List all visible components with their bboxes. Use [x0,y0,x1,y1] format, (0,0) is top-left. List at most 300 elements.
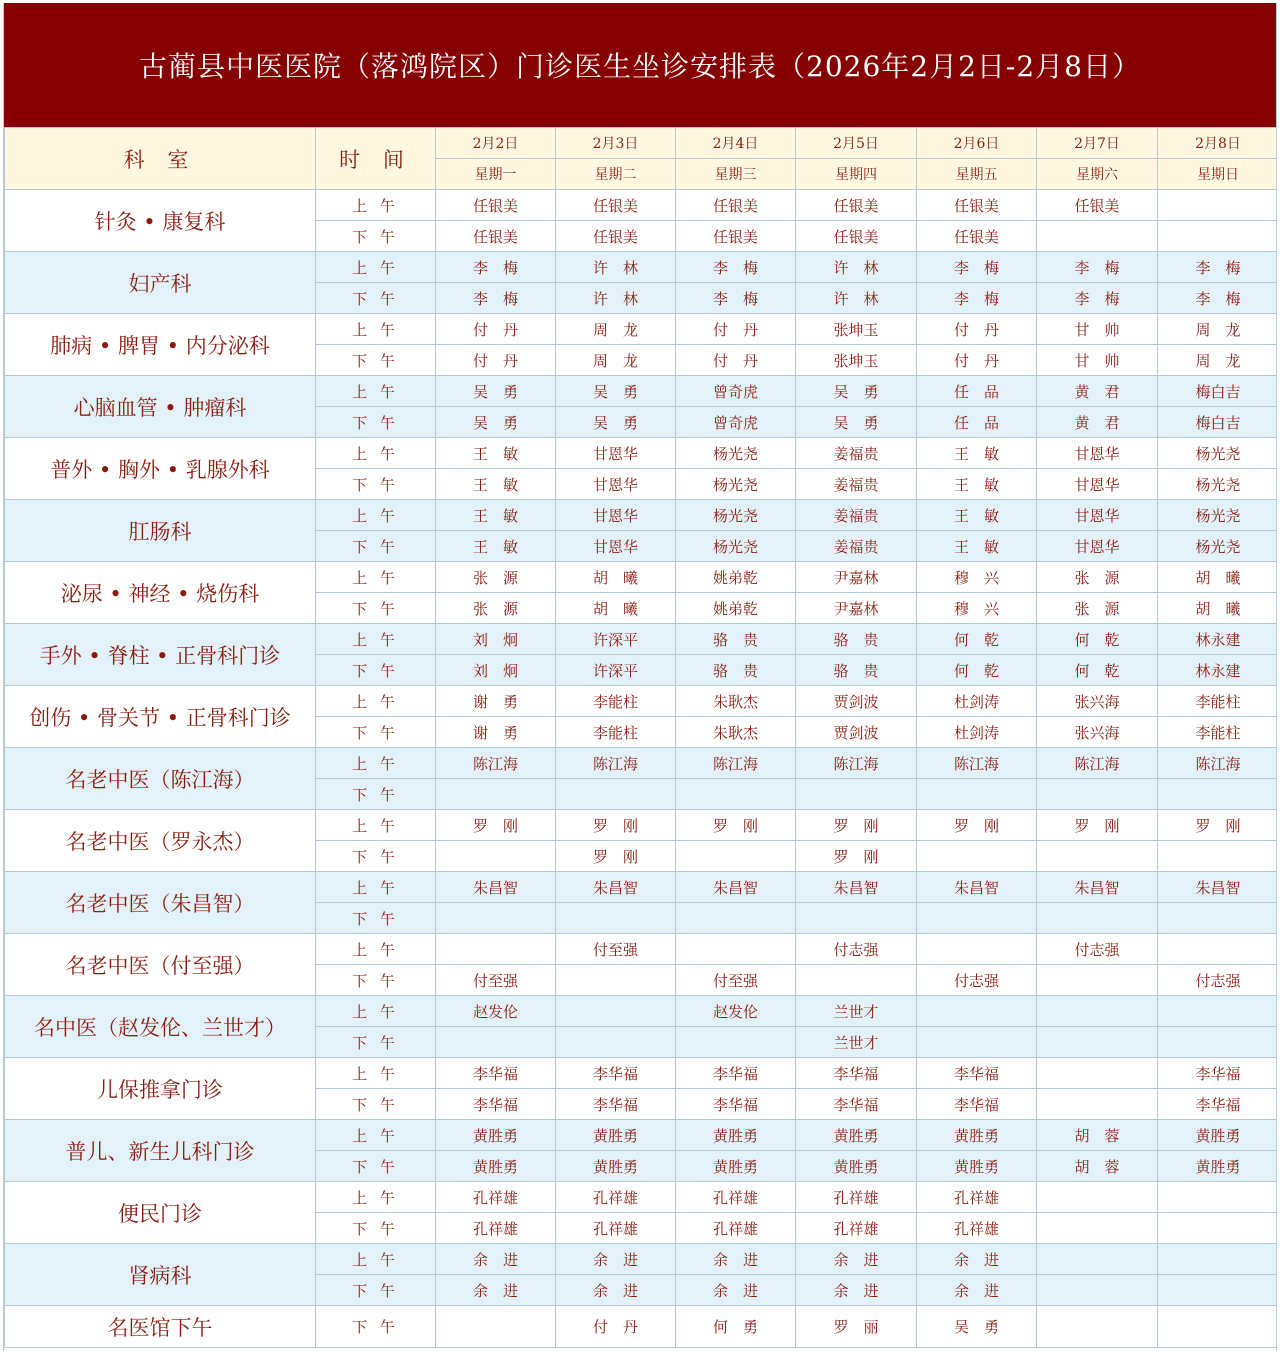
doctor-cell: 付 丹 [556,1306,676,1348]
session-time: 上 午 [316,1244,436,1275]
doctor-cell: 吴 勇 [436,407,556,438]
department-name: 名老中医（罗永杰） [5,810,316,872]
doctor-cell: 付至强 [676,965,796,996]
doctor-cell: 付 丹 [436,345,556,376]
doctor-cell: 任银美 [917,190,1037,221]
doctor-cell: 李华福 [796,1089,917,1120]
doctor-cell: 甘恩华 [556,469,676,500]
doctor-cell: 罗 刚 [917,810,1037,841]
doctor-cell: 黄胜勇 [796,1120,917,1151]
schedule-table [4,127,1277,1348]
doctor-cell: 付 丹 [917,314,1037,345]
session-time: 上 午 [316,314,436,345]
header-weekday: 星期日 [1158,159,1278,190]
doctor-cell [1037,1182,1158,1213]
doctor-cell [556,903,676,934]
header-weekday: 星期一 [436,159,556,190]
doctor-cell: 王 敏 [917,500,1037,531]
doctor-cell: 尹嘉林 [796,593,917,624]
doctor-cell: 姜福贵 [796,531,917,562]
session-time: 下 午 [316,965,436,996]
doctor-cell: 黄胜勇 [917,1120,1037,1151]
header-date: 2月3日 [556,128,676,159]
doctor-cell [1037,221,1158,252]
department-name: 肾病科 [5,1244,316,1306]
doctor-cell: 付 丹 [917,345,1037,376]
department-name: 名医馆下午 [5,1306,316,1348]
doctor-cell: 罗 丽 [796,1306,917,1348]
doctor-cell: 付 丹 [676,345,796,376]
doctor-cell: 朱昌智 [556,872,676,903]
doctor-cell: 何 勇 [676,1306,796,1348]
doctor-cell: 贾剑波 [796,686,917,717]
doctor-cell: 任银美 [1037,190,1158,221]
session-time: 上 午 [316,438,436,469]
session-time: 下 午 [316,221,436,252]
doctor-cell: 李华福 [1158,1089,1278,1120]
doctor-cell: 穆 兴 [917,593,1037,624]
session-time: 上 午 [316,562,436,593]
session-time: 上 午 [316,872,436,903]
doctor-cell: 姜福贵 [796,469,917,500]
doctor-cell: 吴 勇 [796,407,917,438]
department-name: 名老中医（朱昌智） [5,872,316,934]
doctor-cell: 黄胜勇 [1158,1120,1278,1151]
doctor-cell [1037,1089,1158,1120]
doctor-cell: 甘恩华 [1037,438,1158,469]
doctor-cell [1158,934,1278,965]
doctor-cell: 李华福 [796,1058,917,1089]
doctor-cell: 黄胜勇 [676,1120,796,1151]
doctor-cell: 余 进 [676,1244,796,1275]
session-time: 上 午 [316,996,436,1027]
schedule-row [5,934,1278,965]
doctor-cell: 李 梅 [1037,252,1158,283]
doctor-cell [1158,1182,1278,1213]
doctor-cell: 孔祥雄 [676,1213,796,1244]
doctor-cell [1037,1213,1158,1244]
doctor-cell [1037,965,1158,996]
doctor-cell: 张 源 [436,593,556,624]
doctor-cell: 付 丹 [436,314,556,345]
header-date: 2月6日 [917,128,1037,159]
doctor-cell: 黄 君 [1037,407,1158,438]
doctor-cell: 吴 勇 [556,407,676,438]
doctor-cell: 穆 兴 [917,562,1037,593]
doctor-cell: 黄胜勇 [436,1151,556,1182]
doctor-cell: 朱昌智 [676,872,796,903]
doctor-cell: 张坤玉 [796,314,917,345]
schedule-row [5,314,1278,345]
doctor-cell: 甘 帅 [1037,345,1158,376]
doctor-cell: 黄胜勇 [917,1151,1037,1182]
doctor-cell: 李华福 [676,1058,796,1089]
doctor-cell: 李 梅 [676,283,796,314]
doctor-cell: 许深平 [556,624,676,655]
header-weekday: 星期六 [1037,159,1158,190]
doctor-cell: 王 敏 [436,438,556,469]
doctor-cell: 杨光尧 [676,469,796,500]
doctor-cell [796,965,917,996]
doctor-cell: 李华福 [917,1058,1037,1089]
session-time: 下 午 [316,841,436,872]
doctor-cell: 余 进 [556,1244,676,1275]
doctor-cell: 付至强 [436,965,556,996]
schedule-row [5,810,1278,841]
doctor-cell: 何 乾 [917,655,1037,686]
session-time: 下 午 [316,283,436,314]
doctor-cell: 孔祥雄 [556,1213,676,1244]
doctor-cell: 姚弟乾 [676,562,796,593]
doctor-cell: 付志强 [1158,965,1278,996]
doctor-cell [1037,996,1158,1027]
department-name: 名中医（赵发伦、兰世才） [5,996,316,1058]
session-time: 上 午 [316,748,436,779]
schedule-row [5,1058,1278,1089]
doctor-cell: 杜剑涛 [917,717,1037,748]
doctor-cell: 王 敏 [436,469,556,500]
doctor-cell [1158,903,1278,934]
doctor-cell [1037,1244,1158,1275]
doctor-cell: 兰世才 [796,1027,917,1058]
doctor-cell [796,903,917,934]
doctor-cell: 胡 蓉 [1037,1120,1158,1151]
session-time: 上 午 [316,624,436,655]
department-group [5,1244,1278,1306]
doctor-cell: 余 进 [917,1244,1037,1275]
doctor-cell: 付至强 [556,934,676,965]
department-group [5,1306,1278,1348]
doctor-cell [556,996,676,1027]
doctor-cell: 胡 曦 [556,593,676,624]
header-date: 2月7日 [1037,128,1158,159]
department-name: 儿保推拿门诊 [5,1058,316,1120]
doctor-cell: 李 梅 [436,283,556,314]
session-time: 上 午 [316,1058,436,1089]
doctor-cell: 罗 刚 [556,810,676,841]
session-time: 上 午 [316,1120,436,1151]
header-weekday: 星期五 [917,159,1037,190]
doctor-cell [436,1306,556,1348]
doctor-cell: 张 源 [436,562,556,593]
doctor-cell: 杨光尧 [1158,531,1278,562]
doctor-cell: 孔祥雄 [796,1182,917,1213]
doctor-cell [1037,841,1158,872]
page-title: 古蔺县中医医院（落鸿院区）门诊医生坐诊安排表（2026年2月2日-2月8日） [139,50,1141,83]
doctor-cell [1158,1213,1278,1244]
doctor-cell: 任银美 [917,221,1037,252]
doctor-cell: 吴 勇 [436,376,556,407]
doctor-cell: 陈江海 [1158,748,1278,779]
doctor-cell: 任银美 [796,221,917,252]
doctor-cell [917,1027,1037,1058]
doctor-cell: 胡 曦 [1158,562,1278,593]
doctor-cell: 谢 勇 [436,686,556,717]
doctor-cell: 杨光尧 [676,531,796,562]
doctor-cell: 赵发伦 [676,996,796,1027]
doctor-cell: 杨光尧 [1158,469,1278,500]
session-time: 下 午 [316,1089,436,1120]
department-group [5,1120,1278,1182]
doctor-cell: 甘 帅 [1037,314,1158,345]
doctor-cell [1158,1244,1278,1275]
department-group [5,252,1278,314]
doctor-cell [676,934,796,965]
doctor-cell: 骆 贵 [796,624,917,655]
doctor-cell: 曾奇虎 [676,407,796,438]
doctor-cell: 贾剑波 [796,717,917,748]
doctor-cell: 何 乾 [1037,624,1158,655]
doctor-cell: 骆 贵 [676,624,796,655]
doctor-cell: 林永建 [1158,655,1278,686]
schedule-row [5,996,1278,1027]
doctor-cell: 赵发伦 [436,996,556,1027]
session-time: 下 午 [316,593,436,624]
department-group [5,1058,1278,1120]
department-group [5,810,1278,872]
doctor-cell: 许 林 [556,252,676,283]
doctor-cell: 罗 刚 [556,841,676,872]
doctor-cell: 吴 勇 [917,1306,1037,1348]
doctor-cell [556,779,676,810]
doctor-cell: 李 梅 [917,283,1037,314]
department-group [5,748,1278,810]
header-time: 时 间 [316,128,436,190]
doctor-cell: 罗 刚 [676,810,796,841]
doctor-cell: 任银美 [556,190,676,221]
doctor-cell: 罗 刚 [796,841,917,872]
doctor-cell [676,903,796,934]
doctor-cell: 李能柱 [556,686,676,717]
doctor-cell: 王 敏 [436,531,556,562]
doctor-cell: 朱耿杰 [676,686,796,717]
doctor-cell: 谢 勇 [436,717,556,748]
doctor-cell: 余 进 [796,1244,917,1275]
session-time: 下 午 [316,1027,436,1058]
schedule-row [5,500,1278,531]
doctor-cell: 朱耿杰 [676,717,796,748]
doctor-cell [1037,1058,1158,1089]
doctor-cell: 张兴海 [1037,686,1158,717]
doctor-cell [556,965,676,996]
doctor-cell: 李 梅 [436,252,556,283]
doctor-cell [917,934,1037,965]
doctor-cell: 李能柱 [1158,686,1278,717]
doctor-cell: 许 林 [556,283,676,314]
doctor-cell [1037,779,1158,810]
doctor-cell: 朱昌智 [796,872,917,903]
doctor-cell: 李华福 [676,1089,796,1120]
doctor-cell: 吴 勇 [796,376,917,407]
department-name: 心脑血管 • 肿瘤科 [5,376,316,438]
doctor-cell [1037,1306,1158,1348]
schedule-row [5,190,1278,221]
schedule-row [5,252,1278,283]
doctor-cell: 张 源 [1037,593,1158,624]
session-time: 下 午 [316,1306,436,1348]
session-time: 下 午 [316,1151,436,1182]
doctor-cell: 张 源 [1037,562,1158,593]
doctor-cell: 陈江海 [436,748,556,779]
schedule-page [3,3,1277,1351]
doctor-cell: 李能柱 [556,717,676,748]
header-weekday: 星期三 [676,159,796,190]
doctor-cell: 李 梅 [917,252,1037,283]
schedule-row [5,438,1278,469]
doctor-cell: 胡 曦 [1158,593,1278,624]
schedule-row [5,872,1278,903]
doctor-cell: 任银美 [676,190,796,221]
header-date: 2月2日 [436,128,556,159]
doctor-cell: 罗 刚 [1158,810,1278,841]
doctor-cell [917,779,1037,810]
header-date: 2月8日 [1158,128,1278,159]
title-banner [4,3,1276,127]
session-time: 下 午 [316,903,436,934]
doctor-cell: 姜福贵 [796,500,917,531]
session-time: 上 午 [316,1182,436,1213]
doctor-cell: 黄 君 [1037,376,1158,407]
doctor-cell: 罗 刚 [796,810,917,841]
session-time: 上 午 [316,686,436,717]
session-time: 上 午 [316,934,436,965]
doctor-cell: 李 梅 [1158,283,1278,314]
doctor-cell: 何 乾 [1037,655,1158,686]
doctor-cell: 何 乾 [917,624,1037,655]
doctor-cell: 黄胜勇 [556,1151,676,1182]
doctor-cell: 甘恩华 [556,531,676,562]
doctor-cell: 杨光尧 [676,500,796,531]
doctor-cell: 张坤玉 [796,345,917,376]
doctor-cell: 甘恩华 [556,438,676,469]
doctor-cell: 任银美 [676,221,796,252]
doctor-cell: 李华福 [917,1089,1037,1120]
schedule-row [5,1120,1278,1151]
doctor-cell: 孔祥雄 [917,1213,1037,1244]
doctor-cell: 孔祥雄 [676,1182,796,1213]
doctor-cell [436,779,556,810]
doctor-cell: 朱昌智 [917,872,1037,903]
doctor-cell [436,903,556,934]
doctor-cell: 孔祥雄 [436,1182,556,1213]
doctor-cell [1037,903,1158,934]
session-time: 下 午 [316,779,436,810]
session-time: 下 午 [316,345,436,376]
doctor-cell [676,1027,796,1058]
doctor-cell [1158,190,1278,221]
doctor-cell: 刘 炯 [436,624,556,655]
schedule-row [5,686,1278,717]
doctor-cell: 付 丹 [676,314,796,345]
doctor-cell: 黄胜勇 [1158,1151,1278,1182]
header-weekday: 星期二 [556,159,676,190]
doctor-cell: 余 进 [436,1244,556,1275]
doctor-cell: 杨光尧 [1158,500,1278,531]
doctor-cell [796,779,917,810]
doctor-cell: 梅白吉 [1158,376,1278,407]
doctor-cell: 周 龙 [1158,314,1278,345]
doctor-cell: 许 林 [796,252,917,283]
doctor-cell: 陈江海 [917,748,1037,779]
doctor-cell: 陈江海 [1037,748,1158,779]
schedule-row [5,1306,1278,1348]
doctor-cell: 朱昌智 [436,872,556,903]
session-time: 上 午 [316,190,436,221]
department-group [5,376,1278,438]
department-group [5,624,1278,686]
department-group [5,314,1278,376]
doctor-cell [1037,1027,1158,1058]
doctor-cell: 骆 贵 [796,655,917,686]
header-date: 2月4日 [676,128,796,159]
department-group [5,1182,1278,1244]
session-time: 下 午 [316,1213,436,1244]
session-time: 下 午 [316,407,436,438]
doctor-cell: 陈江海 [556,748,676,779]
department-group [5,500,1278,562]
doctor-cell: 吴 勇 [556,376,676,407]
doctor-cell: 李 梅 [676,252,796,283]
doctor-cell: 任银美 [796,190,917,221]
doctor-cell: 尹嘉林 [796,562,917,593]
doctor-cell: 黄胜勇 [556,1120,676,1151]
doctor-cell: 李华福 [436,1089,556,1120]
session-time: 上 午 [316,500,436,531]
doctor-cell: 罗 刚 [1037,810,1158,841]
doctor-cell: 孔祥雄 [436,1213,556,1244]
session-time: 下 午 [316,717,436,748]
doctor-cell: 杨光尧 [676,438,796,469]
doctor-cell: 孔祥雄 [917,1182,1037,1213]
header-department: 科 室 [5,128,316,190]
doctor-cell: 余 进 [917,1275,1037,1306]
table-header [5,128,1278,190]
doctor-cell: 李华福 [556,1089,676,1120]
schedule-row [5,624,1278,655]
department-group [5,996,1278,1058]
doctor-cell: 甘恩华 [1037,531,1158,562]
department-name: 普儿、新生儿科门诊 [5,1120,316,1182]
doctor-cell: 刘 炯 [436,655,556,686]
doctor-cell [436,841,556,872]
doctor-cell: 王 敏 [917,531,1037,562]
doctor-cell: 付志强 [1037,934,1158,965]
doctor-cell: 任银美 [436,190,556,221]
doctor-cell: 李能柱 [1158,717,1278,748]
department-group [5,190,1278,252]
doctor-cell [1158,1275,1278,1306]
doctor-cell: 胡 曦 [556,562,676,593]
doctor-cell: 付志强 [796,934,917,965]
doctor-cell: 杜剑涛 [917,686,1037,717]
schedule-row [5,748,1278,779]
session-time: 上 午 [316,376,436,407]
doctor-cell: 朱昌智 [1037,872,1158,903]
department-name: 普外 • 胸外 • 乳腺外科 [5,438,316,500]
doctor-cell [676,841,796,872]
doctor-cell [436,1027,556,1058]
department-name: 手外 • 脊柱 • 正骨科门诊 [5,624,316,686]
doctor-cell: 胡 蓉 [1037,1151,1158,1182]
department-name: 创伤 • 骨关节 • 正骨科门诊 [5,686,316,748]
department-group [5,562,1278,624]
department-group [5,686,1278,748]
schedule-row [5,376,1278,407]
doctor-cell: 李华福 [436,1058,556,1089]
department-name: 肺病 • 脾胃 • 内分泌科 [5,314,316,376]
session-time: 上 午 [316,810,436,841]
doctor-cell: 李华福 [556,1058,676,1089]
